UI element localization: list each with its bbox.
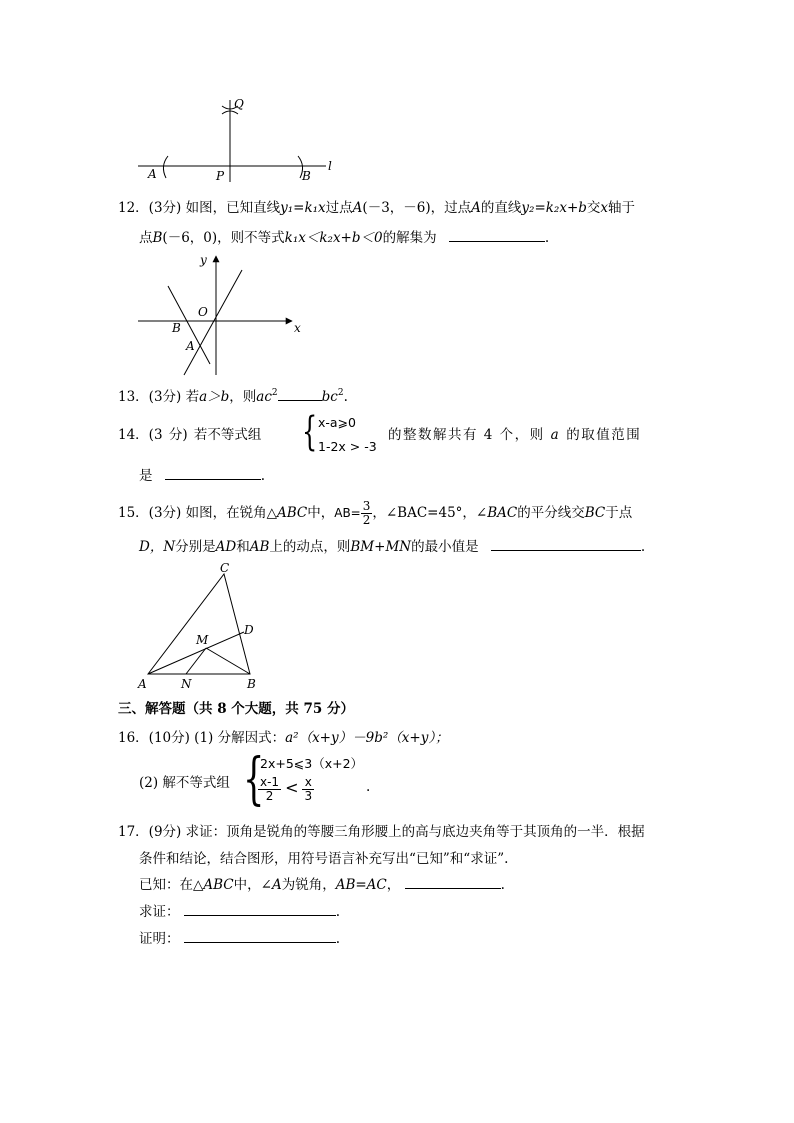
q14-text-a: 14．(3 分) 若不等式组	[118, 427, 262, 443]
q16-line1	[118, 729, 449, 747]
q16-expression: a²（x+y）－9b²（x+y）；	[285, 730, 449, 746]
label-p: P	[216, 169, 225, 183]
segment-mn	[186, 648, 206, 674]
q15-ab2: AB	[249, 539, 270, 555]
figure-perpendicular-construction	[130, 92, 360, 187]
q14-answer-blank[interactable]	[165, 467, 261, 480]
q15-text-e: 分别是	[175, 539, 216, 555]
q12-text-b: 过点	[325, 200, 353, 216]
q15-angle: ，∠BAC=45°，∠	[372, 505, 488, 521]
q12-text-e: 交	[586, 200, 601, 216]
q15-den: 2	[362, 513, 371, 527]
q12-line2	[139, 229, 549, 247]
q13-ac: ac	[256, 389, 272, 405]
q15-text-b: 中，	[307, 505, 335, 521]
q15-line1	[118, 500, 632, 527]
label-b: B	[247, 677, 256, 691]
q15-text-a: 15．(3分) 如图，在锐角△	[118, 505, 277, 521]
q15-dn: D，N	[139, 539, 176, 555]
label-b: B	[172, 321, 181, 335]
q17-a: A	[271, 877, 282, 893]
q13-condition: a＞b	[199, 389, 230, 405]
q13-line	[118, 388, 348, 406]
q12-line1	[118, 199, 635, 217]
q16-text-a: 16．(10分) (1) 分解因式：	[118, 730, 286, 746]
q12-k2xb: k₂x+b	[545, 200, 587, 216]
q12-inequality: k₁x＜k₂x+b＜0	[284, 230, 383, 246]
q17-known	[139, 876, 505, 894]
label-n: N	[181, 677, 192, 691]
section-title: 三、解答题（共 8 个大题，共 75 分）	[118, 701, 354, 717]
q12-y1: y₁	[280, 200, 294, 216]
q12-point-a: A	[352, 200, 363, 216]
q15-end: .	[640, 539, 646, 555]
label-l: l	[328, 159, 332, 173]
q12-text-d: 的直线	[480, 200, 522, 216]
q15-num: 3	[362, 499, 371, 513]
q12-point-b: B	[152, 230, 163, 246]
label-o: O	[198, 305, 208, 319]
q16-frac-a-den: 2	[265, 789, 274, 803]
q15-text-g: 的最小值是	[411, 539, 479, 555]
q17-dot-3: .	[335, 931, 341, 947]
q13-text-b: ，则	[229, 389, 257, 405]
q13-bc: bc	[321, 389, 338, 405]
q17-known-blank[interactable]	[405, 876, 501, 889]
q15-line2	[139, 538, 645, 556]
q15-text-c: 的平分线交	[517, 505, 585, 521]
q16-frac-b-den: 3	[304, 789, 313, 803]
q17-line1: 17．(9分) 求证：顶角是锐角的等腰三角形腰上的高与底边夹角等于其顶角的一半．根据	[118, 824, 645, 840]
label-m: M	[196, 633, 209, 647]
arc-a	[163, 156, 168, 178]
q14-text-c: 的取值范围	[566, 427, 642, 443]
label-b: B	[302, 169, 311, 183]
q13-end: .	[343, 389, 348, 405]
q16-text-b: (2) 解不等式组	[139, 775, 230, 791]
q14-system-line1: x-a⩾0	[318, 415, 356, 430]
q14-text-b: 的整数解共有 4 个，则	[388, 427, 545, 443]
q17-abc: ABC	[203, 877, 234, 893]
q16-frac-a	[258, 776, 281, 803]
q12-text-i: 的解集为	[382, 230, 437, 246]
q12-text-f: 轴于	[608, 200, 636, 216]
q14-end: .	[260, 468, 266, 484]
q14-line1	[118, 426, 261, 444]
q15-text-d: 于点	[605, 505, 633, 521]
q17-text-a: 已知：在△	[139, 877, 204, 893]
q17-proof-blank[interactable]	[184, 930, 336, 943]
line-y1	[184, 270, 242, 375]
q17-text-d: ，	[386, 877, 401, 893]
q16-frac-a-num: x-1	[260, 775, 280, 789]
q14-var: a	[550, 427, 561, 443]
figure-triangle-abc	[130, 560, 280, 695]
q15-ab: AB=	[334, 506, 361, 520]
q17-line2: 条件和结论，结合图形，用符号语言补充写出“已知”和“求证”.	[139, 851, 509, 867]
q16-frac-b-num: x	[302, 776, 314, 790]
q12-answer-blank[interactable]	[449, 229, 545, 242]
label-d: D	[244, 623, 254, 637]
q16-end: .	[366, 779, 371, 795]
q15-bc: BC	[584, 505, 606, 521]
label-a: A	[138, 677, 147, 691]
label-y: y	[200, 253, 207, 267]
q17-text-b: 中，∠	[233, 877, 272, 893]
q17-dot-2: .	[335, 904, 341, 920]
q15-ad: AD	[215, 539, 237, 555]
segment-mb	[206, 648, 250, 674]
q16-system-line2	[258, 776, 314, 803]
q12-eq1: =	[293, 200, 305, 216]
q17-prove-blank[interactable]	[184, 903, 336, 916]
q12-text-c: (－3，－6)，过点	[362, 200, 472, 216]
label-a: A	[186, 339, 195, 353]
q17-proof-label: 证明：	[139, 931, 180, 947]
q12-x: x	[600, 200, 609, 216]
q14-brace: {	[302, 409, 318, 455]
q14-text-d: 是	[139, 468, 153, 484]
q13-answer-blank[interactable]	[278, 388, 322, 401]
q16-lt: <	[285, 778, 299, 797]
q16-frac-b	[302, 776, 314, 803]
q12-k1x: k₁x	[304, 200, 326, 216]
q14-line2	[139, 467, 265, 485]
q12-eq2: =	[534, 200, 546, 216]
q13-exp: 2	[271, 388, 278, 398]
q16-system-line1: 2x+5⩽3（x+2）	[260, 756, 364, 771]
q17-text-c: 为锐角，	[281, 877, 336, 893]
triangle-abc	[148, 574, 250, 674]
q15-bmmn: BM+MN	[350, 539, 412, 555]
q15-and: 和	[236, 539, 250, 555]
q13-exp2: 2	[337, 388, 344, 398]
q17-prove	[139, 903, 340, 921]
q12-text-h: (－6，0)，则不等式	[162, 230, 285, 246]
label-q: Q	[234, 97, 244, 111]
label-x: x	[294, 321, 301, 335]
q15-fraction	[361, 500, 373, 527]
q17-abac: AB=AC	[335, 877, 387, 893]
q16-line2	[139, 774, 230, 792]
q12-text-g: 点	[139, 230, 153, 246]
q14-system-line2: 1-2x > -3	[318, 439, 377, 454]
q12-y2: y₂	[521, 200, 535, 216]
q15-bac: BAC	[487, 505, 518, 521]
label-a: A	[148, 167, 157, 181]
q12-text-a: 12．(3分) 如图，已知直线	[118, 200, 281, 216]
q12-end: .	[544, 230, 550, 246]
q17-proof	[139, 930, 340, 948]
q14-line1b	[388, 426, 641, 444]
q16-brace: {	[243, 747, 265, 812]
q15-answer-blank[interactable]	[491, 538, 641, 551]
q15-text-f: 上的动点，则	[269, 539, 351, 555]
q12-point-a2: A	[471, 200, 481, 216]
label-c: C	[220, 561, 230, 575]
q17-prove-label: 求证：	[139, 904, 180, 920]
q13-text-a: 13．(3分) 若	[118, 389, 200, 405]
q15-abc: ABC	[276, 505, 308, 521]
figure-coordinate-lines	[130, 250, 310, 380]
q17-dot-1: .	[500, 877, 505, 893]
